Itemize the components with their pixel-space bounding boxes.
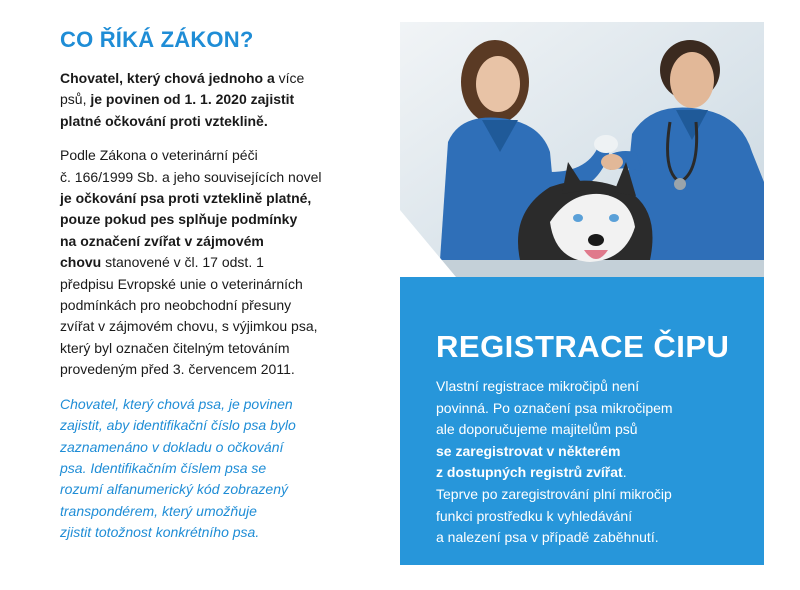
text-line: zajistit, aby identifikační číslo psa bylo (60, 417, 296, 434)
bold-text: na označení zvířat v zájmovém (60, 232, 264, 249)
text-line (436, 527, 746, 549)
bold-text: se zaregistrovat v některém (436, 442, 621, 459)
text-line: Chovatel, který chová psa, je povinen (60, 395, 293, 412)
text-line (60, 188, 360, 209)
text: . (622, 464, 627, 481)
text-line: rozumí alfanumerický kód zobrazený (60, 481, 288, 498)
text-line: transpondérem, který umožňuje (60, 502, 257, 519)
text-line (60, 68, 360, 89)
text-line (60, 231, 360, 252)
text: psů, (60, 91, 91, 108)
vet-photo (400, 22, 764, 277)
text: provedeným před 3. červencem 2011. (60, 361, 295, 378)
text: více (278, 70, 305, 86)
text: Teprve po zaregistrování plní mikročip (436, 485, 672, 502)
panel-title: REGISTRACE ČIPU (436, 329, 730, 364)
text-line (60, 316, 360, 337)
text-line (60, 167, 360, 188)
text-line (60, 295, 360, 316)
text-line (436, 376, 746, 398)
text-line (436, 441, 746, 463)
text-line: zaznamenáno v dokladu o očkování (60, 438, 284, 455)
text-line: zjistit totožnost konkrétního psa. (60, 524, 260, 541)
bold-text: Chovatel, který chová jednoho a (60, 70, 279, 86)
text: předpisu Evropské unie o veterinárních (60, 275, 303, 292)
text-line (60, 111, 360, 132)
text: Podle Zákona o veterinární péči (60, 147, 258, 164)
text-line (436, 506, 746, 528)
law-paragraph (60, 145, 360, 380)
bold-text: je očkování psa proti vzteklině platné, (60, 190, 312, 207)
text: který byl označen čitelným tetováním (60, 339, 290, 356)
bold-text: chovu (60, 254, 102, 271)
text-line (60, 252, 360, 273)
text: a nalezení psa v případě zaběhnutí. (436, 529, 659, 546)
bold-text: z dostupných registrů zvířat (436, 464, 623, 481)
intro-paragraph (60, 68, 360, 132)
text: č. 166/1999 Sb. a jeho souvisejících novel (60, 168, 322, 185)
section-heading: CO ŘÍKÁ ZÁKON? (60, 27, 254, 52)
text-line (436, 484, 746, 506)
law-section (60, 26, 360, 557)
text-line (60, 209, 360, 230)
veterinarians-husky-illustration (400, 22, 764, 277)
text: stanovené v čl. 17 odst. 1 (101, 254, 264, 271)
text-line (436, 462, 746, 484)
text-line (60, 274, 360, 295)
text: funkci prostředku k vyhledávání (436, 507, 633, 524)
text: Vlastní registrace mikročipů není (436, 378, 640, 394)
text-line (436, 419, 746, 441)
chip-registration-panel (400, 277, 764, 565)
bold-text: platné očkování proti vzteklině. (60, 112, 268, 129)
panel-body (436, 376, 746, 549)
bold-text: pouze pokud pes splňuje podmínky (60, 211, 298, 228)
text-line (60, 145, 360, 166)
text: povinná. Po označení psa mikročipem (436, 399, 673, 416)
bold-text: je povinen od 1. 1. 2020 zajistit (90, 91, 295, 108)
text: zvířat v zájmovém chovu, s výjimkou psa, (60, 318, 318, 335)
text-line (60, 359, 360, 380)
text: podmínkách pro neobchodní přesuny (60, 297, 292, 314)
identification-note (60, 394, 360, 544)
text: ale doporučujeme majitelům psů (436, 421, 638, 438)
text-line (436, 398, 746, 420)
text-line (60, 338, 360, 359)
text-line: psa. Identifikačním číslem psa se (60, 459, 267, 476)
text-line (60, 89, 360, 110)
